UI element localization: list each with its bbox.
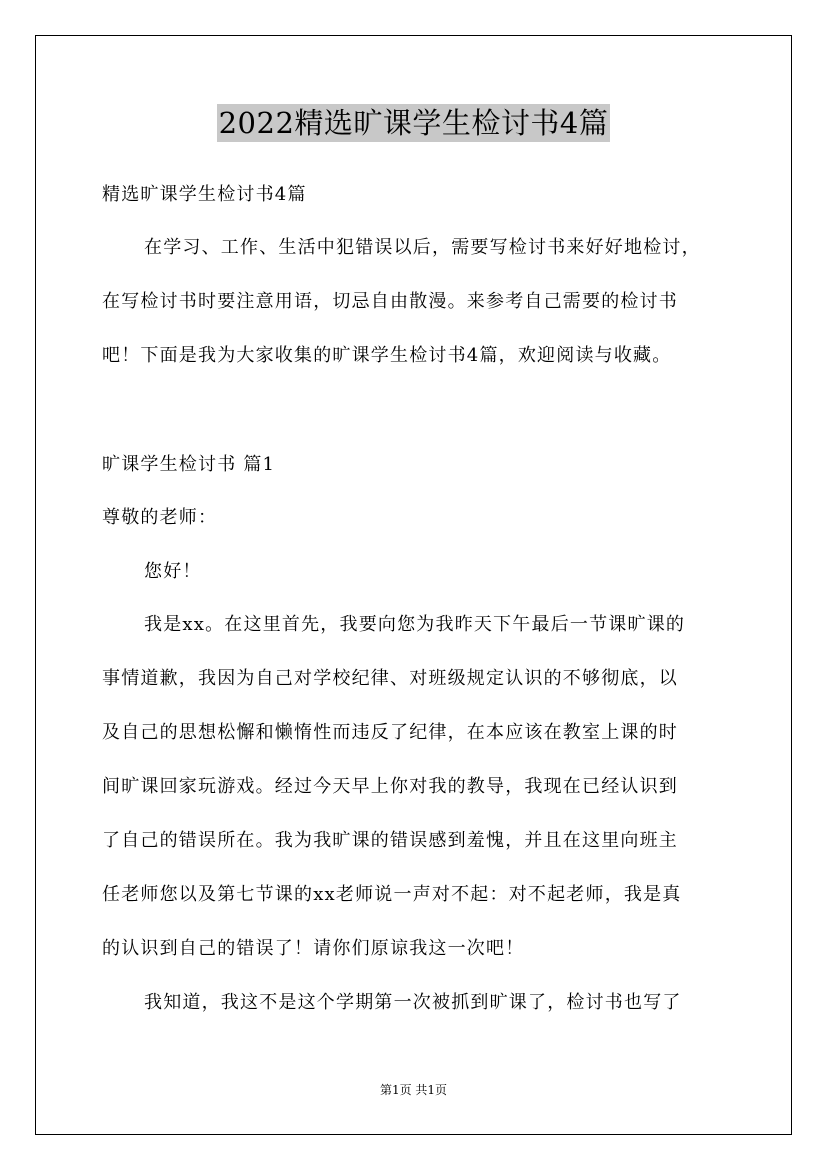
body-line: 的认识到自己的错误了！请你们原谅我这一次吧！ [102,938,525,959]
body-line: 事情道歉，我因为自己对学校纪律、对班级规定认识的不够彻底，以 [102,668,678,689]
body-line: 间旷课回家玩游戏。经过今天早上你对我的教导，我现在已经认识到 [102,776,678,797]
document-subtitle: 精选旷课学生检讨书4篇 [102,184,307,205]
body-line: 及自己的思想松懈和懒惰性而违反了纪律，在本应该在教室上课的时 [102,722,678,743]
section-heading: 旷课学生检讨书 篇1 [102,454,276,475]
intro-line: 吧！下面是我为大家收集的旷课学生检讨书4篇，欢迎阅读与收藏。 [102,345,672,366]
intro-line: 在学习、工作、生活中犯错误以后，需要写检讨书来好好地检讨， [144,237,701,258]
body-line: 任老师您以及第七节课的xx老师说一声对不起：对不起老师，我是真 [102,884,682,905]
body-line: 了自己的错误所在。我为我旷课的错误感到羞愧，并且在这里向班主 [102,830,678,851]
intro-line: 在写检讨书时要注意用语，切忌自由散漫。来参考自己需要的检讨书 [102,291,678,312]
greeting: 您好！ [144,561,202,582]
page-number: 第1页 共1页 [379,1083,448,1097]
body-line: 我知道，我这不是这个学期第一次被抓到旷课了，检讨书也写了 [144,992,682,1013]
title-block [0,104,827,142]
document-title: 2022精选旷课学生检讨书4篇 [218,106,609,140]
body-line: 我是xx。在这里首先，我要向您为我昨天下午最后一节课旷课的 [144,614,686,635]
salutation: 尊敬的老师： [102,507,218,528]
